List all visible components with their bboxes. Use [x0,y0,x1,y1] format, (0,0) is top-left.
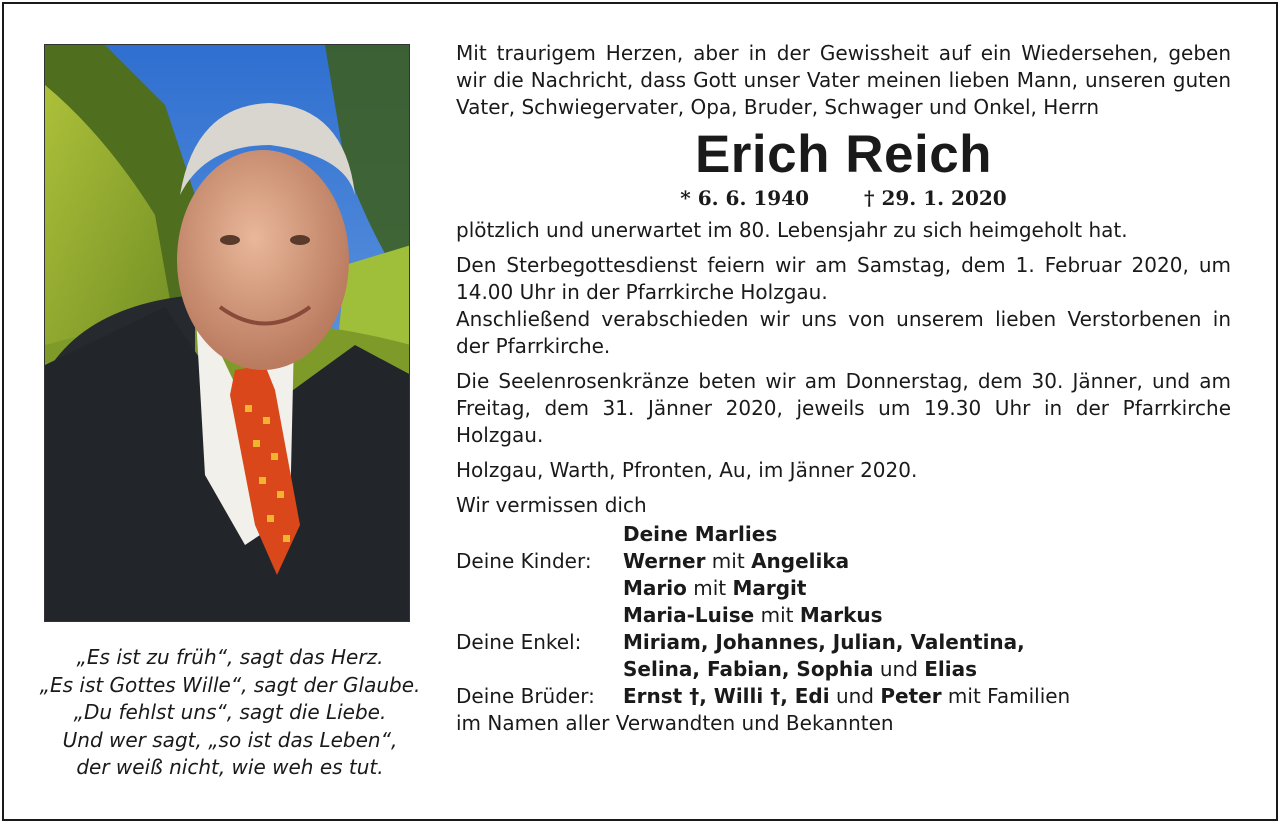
quote-line: „Es ist zu früh“, sagt das Herz. [76,645,384,669]
portrait-illustration [45,45,410,622]
grandchildren-names: Selina, Fabian, Sophia [623,657,874,681]
portrait-photo [44,44,410,622]
quote-line: „Es ist Gottes Wille“, sagt der Glaube. [39,672,421,697]
family-row: Maria-Luise mit Markus [623,603,883,627]
grandchild-name: Elias [924,657,978,681]
child-partner: Margit [732,576,807,600]
intro-paragraph: Mit traurigem Herzen, aber in der Gewissheit auf ein Wiedersehen, geben wir die Nachricht, dass Gott unser Vater meinen lieben Mann, unseren guten Vater, Schwiegervater, Opa, Bruder, Schwager und Onkel, Herrn [456,41,1231,119]
service-paragraph: Den Sterbegottesdienst feiern wir am Samstag, dem 1. Februar 2020, um 14.00 Uhr in der Pfarrkirche Holzgau. [456,253,1231,304]
brothers-label: Deine Brüder: [456,684,595,708]
child-name: Mario [623,576,687,600]
farewell-paragraph: Anschließend verabschieden wir uns von unserem lieben Verstorbenen in der Pfarrkirche. [456,307,1231,358]
child-name: Maria-Luise [623,603,755,627]
brothers-names: Ernst †, Willi †, Edi [623,684,830,708]
child-name: Werner [623,549,706,573]
obituary-text [456,40,1231,737]
family-row: Selina, Fabian, Sophia und Elias [623,657,978,681]
child-partner: Markus [799,603,883,627]
grandchildren-names: Miriam, Johannes, Julian, Valentina, [623,630,1025,654]
brother-name: Peter [880,684,942,708]
rosary-paragraph: Die Seelenrosenkränze beten wir am Donnerstag, dem 30. Jänner, und am Freitag, dem 31. Jänner 2020, jeweils um 19.30 Uhr in der Pfarrkirche Holzgau. [456,369,1231,447]
place-date: Holzgau, Warth, Pfronten, Au, im Jänner 2020. [456,458,918,482]
death-date: † 29. 1. 2020 [864,186,1007,210]
passing-text: plötzlich und unerwartet im 80. Lebensjahr zu sich heimgeholt hat. [456,218,1128,242]
family-row: Mario mit Margit [623,576,807,600]
wife-name: Deine Marlies [623,522,778,546]
deceased-name: Erich Reich [694,125,993,184]
family-row [456,629,1231,656]
we-miss-you: Wir vermissen dich [456,493,647,517]
grandchildren-label: Deine Enkel: [456,630,582,654]
life-dates [456,185,1231,211]
quote-line: Und wer sagt, „so ist das Leben“, [62,727,398,752]
memorial-quote [20,644,440,782]
children-label: Deine Kinder: [456,549,592,573]
family-row [456,521,1231,548]
family-row: Deine Brüder: Ernst †, Willi †, Edi und Peter mit Familien [456,684,1071,708]
closing-line: im Namen aller Verwandten und Bekannten [456,711,894,735]
quote-line: der weiß nicht, wie weh es tut. [76,755,384,779]
child-partner: Angelika [751,549,850,573]
quote-line: „Du fehlst uns“, sagt die Liebe. [73,700,387,724]
birth-date: * 6. 6. 1940 [680,186,810,210]
family-row: Deine Kinder: Werner mit Angelika [456,549,850,573]
family-list [456,521,1231,737]
